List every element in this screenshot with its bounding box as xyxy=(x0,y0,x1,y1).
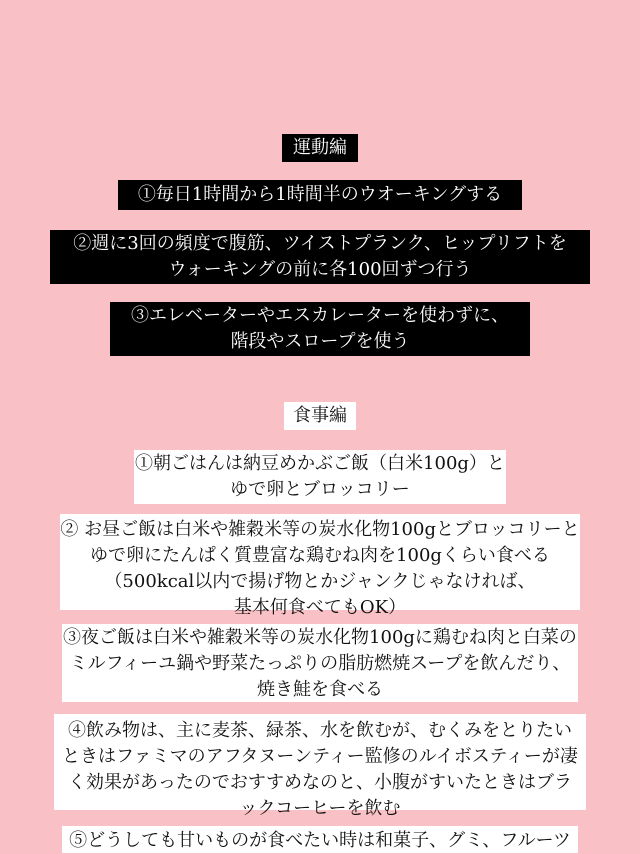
diet-item-4-line-1: ④飲み物は、主に麦茶、緑茶、水を飲むが、むくみをとりたい xyxy=(68,720,572,741)
exercise-item-3-line-1: ③エレベーターやエスカレーターを使わずに、 xyxy=(131,305,509,326)
diet-item-2 xyxy=(60,514,580,618)
diet-item-4-line-4: ックコーヒーを飲む xyxy=(239,798,401,819)
diet-item-2-line-1: ② お昼ご飯は白米や雑穀米等の炭水化物100gとブロッコリーと xyxy=(60,519,580,540)
diet-heading-text: 食事編 xyxy=(293,405,347,426)
diet-item-3-line-3: 焼き鮭を食べる xyxy=(257,679,383,700)
diet-item-3-line-1: ③夜ご飯は白米や雑穀米等の炭水化物100gに鶏むね肉と白菜の xyxy=(63,627,577,648)
exercise-item-2 xyxy=(50,230,590,284)
diet-item-1-line-1: ①朝ごはんは納豆めかぶご飯（白米100g）と xyxy=(135,453,505,474)
diet-item-2-line-2: ゆで卵にたんぱく質豊富な鶏むね肉を100gくらい食べる xyxy=(90,545,550,566)
exercise-item-1 xyxy=(118,180,522,210)
exercise-item-3-line-2: 階段やスロープを使う xyxy=(230,331,410,352)
exercise-item-1-line-1: ①毎日1時間から1時間半のウオーキングする xyxy=(137,184,503,205)
diet-item-2-line-3: （500kcal以内で揚げ物とかジャンクじゃなければ、 xyxy=(104,571,536,592)
exercise-item-2-line-2: ウォーキングの前に各100回ずつ行う xyxy=(168,259,472,280)
exercise-item-2-line-1: ②週に3回の頻度で腹筋、ツイストプランク、ヒップリフトを xyxy=(73,233,567,254)
diet-item-5-line-1: ⑤どうしても甘いものが食べたい時は和菓子、グミ、フルーツ xyxy=(69,830,571,851)
exercise-heading-text: 運動編 xyxy=(293,137,347,158)
diet-item-2-line-4: 基本何食べてもOK） xyxy=(233,597,407,618)
exercise-item-3 xyxy=(110,302,530,356)
diet-item-4-line-3: く効果があったのでおすすめなのと、小腹がすいたときはブラ xyxy=(68,772,572,793)
diet-item-5 xyxy=(62,826,578,853)
diet-item-4-line-2: ときはファミマのアフタヌーンティー監修のルイボスティーが凄 xyxy=(62,746,578,767)
exercise-heading xyxy=(282,134,358,162)
diet-heading xyxy=(284,402,356,430)
diet-item-3-line-2: ミルフィーユ鍋や野菜たっぷりの脂肪燃焼スープを飲んだり、 xyxy=(69,653,571,674)
diet-item-3 xyxy=(62,624,578,702)
diet-item-1-line-2: ゆで卵とブロッコリー xyxy=(230,479,410,500)
diet-item-1 xyxy=(134,450,506,504)
diet-item-4 xyxy=(54,714,586,819)
